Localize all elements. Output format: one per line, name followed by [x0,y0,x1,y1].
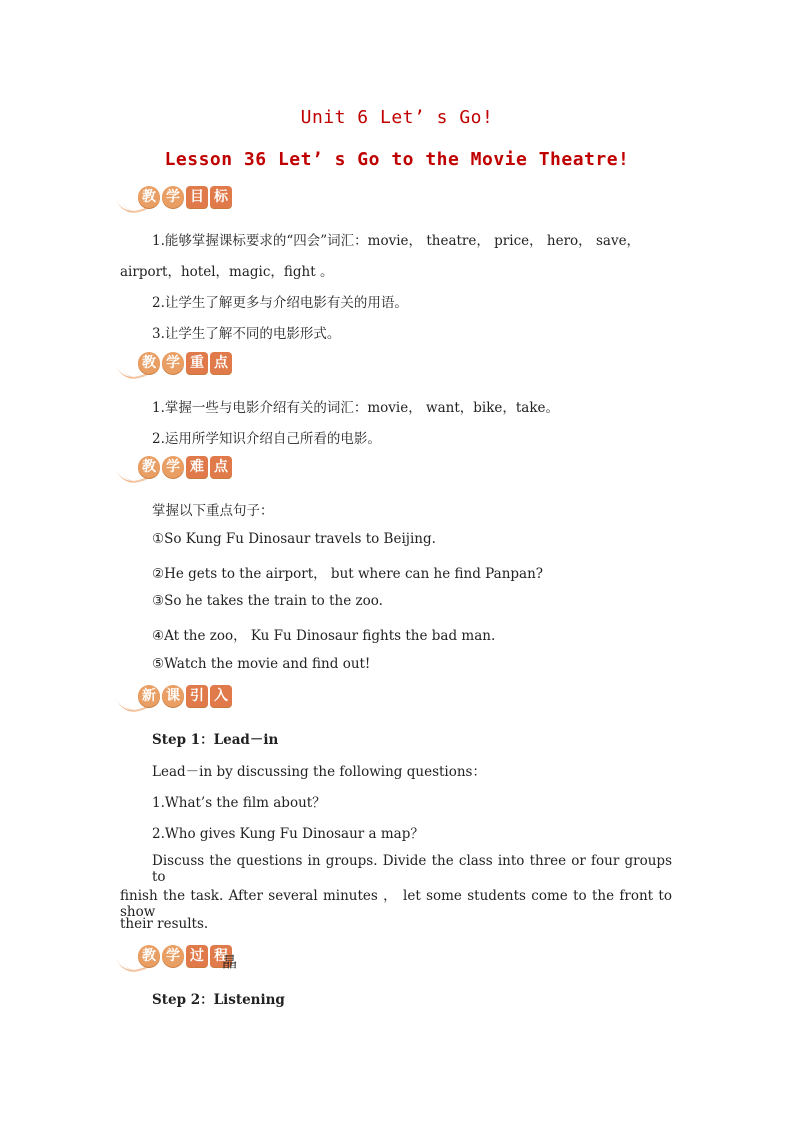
unit-title: Unit 6 Let’ s Go! [300,107,494,128]
badge-char: 重 [186,352,208,374]
badge-char: 点 [210,456,232,478]
goal-line: 3.让学生了解不同的电影形式。 [152,326,341,342]
key-sentence: ⑤Watch the movie and find out! [152,656,371,672]
step-heading: Step 1：Lead－in [152,732,279,748]
key-sentence: ④At the zoo， Ku Fu Dinosaur fights the bad man. [152,628,496,644]
stray-glyph: 瞐 [222,953,238,971]
section-badge-keypoints [118,352,248,378]
badge-char: 教 [138,456,160,478]
goal-line: 1.能够掌握课标要求的“四会”词汇：movie， theatre， price， hero， save， [152,233,641,249]
goal-line: 2.让学生了解更多与介绍电影有关的用语。 [152,295,408,311]
badge-char: 学 [162,186,184,208]
badge-char: 过 [186,945,208,967]
badge-char: 教 [138,186,160,208]
badge-char: 学 [162,945,184,967]
badge-char: 教 [138,945,160,967]
key-sentence: ②He gets to the airport， but where can he find Panpan? [152,566,544,582]
key-sentence: ③So he takes the train to the zoo. [152,593,383,609]
key-sentence: ①So Kung Fu Dinosaur travels to Beijing. [152,531,436,547]
goal-line: airport，hotel，magic，fight 。 [120,264,334,280]
section-badge-goals [118,186,248,212]
difficulty-intro: 掌握以下重点句子： [152,503,274,519]
section-badge-difficulties [118,456,248,482]
badge-char: 目 [186,186,208,208]
badge-char: 入 [210,685,232,707]
leadin-line: 1.What’s the film about？ [152,795,326,811]
lesson-title: Lesson 36 Let’ s Go to the Movie Theatre! [164,149,630,170]
badge-char: 难 [186,456,208,478]
badge-char: 教 [138,352,160,374]
badge-char: 引 [186,685,208,707]
keypoint-line: 2.运用所学知识介绍自己所看的电影。 [152,431,381,447]
keypoint-line: 1.掌握一些与电影介绍有关的词汇：movie， want，bike，take。 [152,400,560,416]
paragraph-line: Discuss the questions in groups. Divide the class into three or four groups to [152,853,672,885]
section-badge-process [118,945,248,971]
badge-char: 标 [210,186,232,208]
leadin-line: 2.Who gives Kung Fu Dinosaur a map？ [152,826,424,842]
paragraph-line: finish the task. After several minutes ， let some students come to the front to show [120,888,672,920]
section-badge-leadin [118,685,248,711]
badge-char: 新 [138,685,160,707]
badge-char: 课 [162,685,184,707]
badge-char: 点 [210,352,232,374]
leadin-line: Lead－in by discussing the following questions： [152,764,486,780]
badge-char: 学 [162,352,184,374]
badge-char: 学 [162,456,184,478]
badge-char: 程 [210,945,232,967]
paragraph-line: their results. [120,916,209,932]
step-heading: Step 2：Listening [152,992,285,1008]
